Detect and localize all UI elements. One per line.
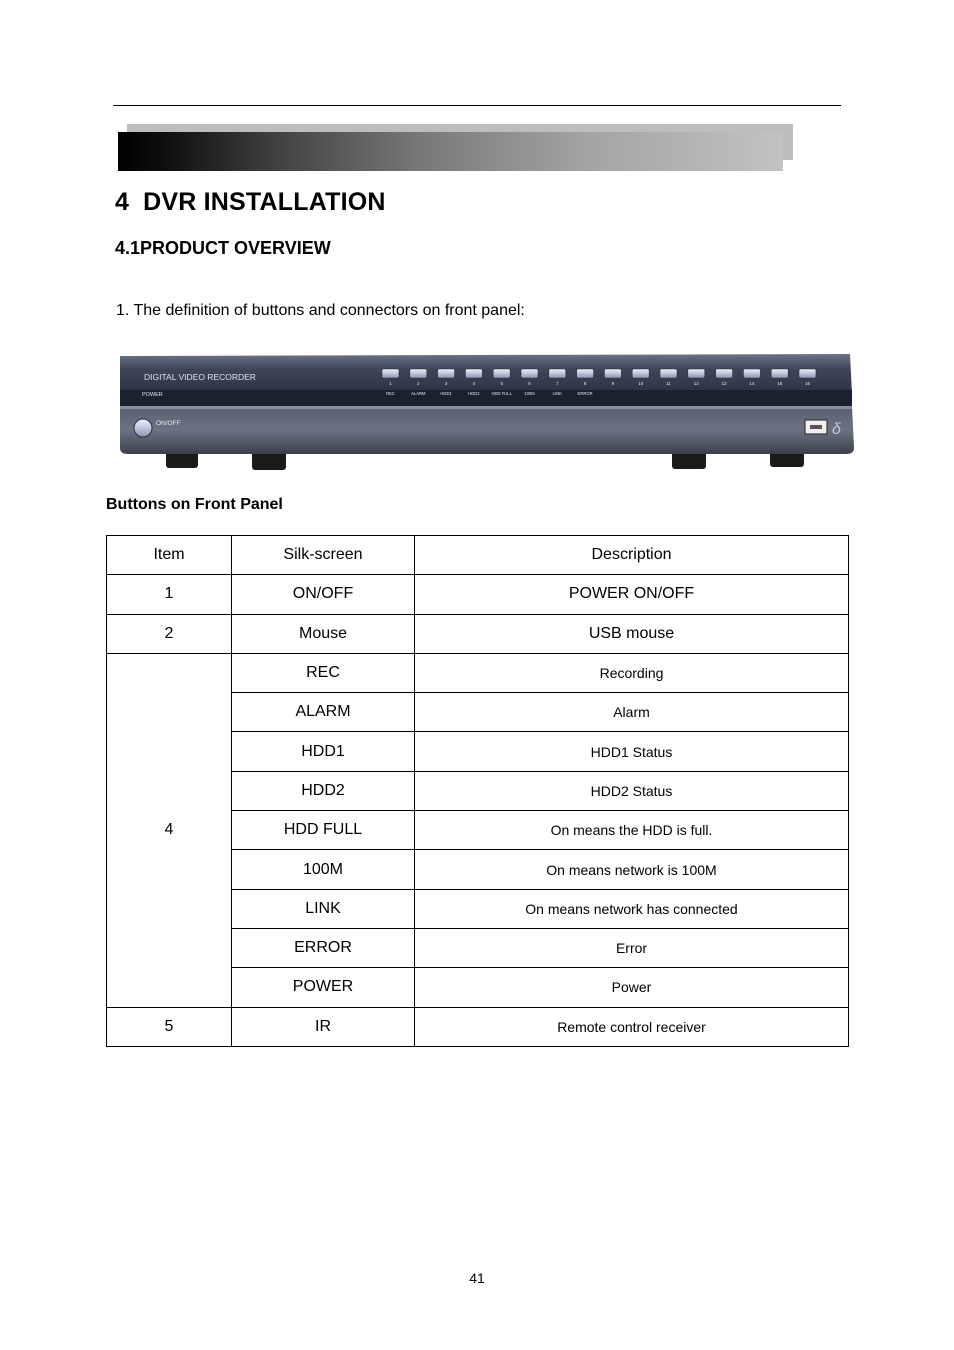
led-label: ALARM: [411, 391, 426, 396]
cell-silk-screen: IR: [232, 1007, 415, 1046]
cell-description: HDD1 Status: [415, 732, 849, 771]
cell-silk-screen: ON/OFF: [232, 575, 415, 614]
led-label: ERROR: [577, 391, 593, 396]
cell-description: HDD2 Status: [415, 771, 849, 810]
cell-silk-screen: LINK: [232, 889, 415, 928]
chapter-number: 4: [115, 188, 130, 216]
table-row: [107, 614, 849, 653]
channel-number-label: 14: [749, 381, 755, 386]
channel-button[interactable]: [743, 369, 760, 378]
channel-button[interactable]: [604, 369, 621, 378]
dvr-brand-label: DIGITAL VIDEO RECORDER: [144, 372, 256, 382]
channel-button[interactable]: [799, 369, 816, 378]
channel-button[interactable]: [660, 369, 677, 378]
header-rule: [113, 105, 841, 106]
channel-number-label: 15: [777, 381, 783, 386]
dvr-power-label: POWER: [142, 392, 163, 398]
channel-button[interactable]: [410, 369, 427, 378]
front-panel-table: [106, 535, 849, 1047]
cell-description: USB mouse: [415, 614, 849, 653]
channel-button[interactable]: [465, 369, 482, 378]
dvr-shelf: [120, 406, 852, 409]
table-row: [107, 575, 849, 614]
cell-description: On means network is 100M: [415, 850, 849, 889]
ir-receiver-symbol: δ: [832, 421, 841, 438]
cell-silk-screen: 100M: [232, 850, 415, 889]
cell-silk-screen: HDD1: [232, 732, 415, 771]
dvr-onoff-label: ON/OFF: [156, 420, 181, 427]
cell-item: 2: [107, 614, 232, 653]
channel-number-label: 9: [611, 381, 615, 386]
channel-number-label: 3: [444, 381, 448, 386]
cell-silk-screen: HDD FULL: [232, 811, 415, 850]
section-title: [115, 238, 331, 259]
power-button[interactable]: [134, 419, 152, 437]
channel-button[interactable]: [493, 369, 510, 378]
led-label: HDD2: [468, 391, 480, 396]
table-row: [107, 1007, 849, 1046]
cell-description: On means the HDD is full.: [415, 811, 849, 850]
channel-button[interactable]: [716, 369, 733, 378]
table-header-row: [107, 536, 849, 575]
channel-button[interactable]: [382, 369, 399, 378]
channel-button[interactable]: [632, 369, 649, 378]
cell-silk-screen: ALARM: [232, 693, 415, 732]
cell-item: 5: [107, 1007, 232, 1046]
led-label: 100M: [524, 391, 535, 396]
cell-silk-screen: Mouse: [232, 614, 415, 653]
channel-button[interactable]: [688, 369, 705, 378]
channel-number-label: 5: [500, 381, 503, 386]
dvr-lower-panel: [120, 406, 854, 454]
table-row: [107, 653, 849, 692]
chapter-title-text: DVR INSTALLATION: [143, 188, 386, 216]
cell-silk-screen: ERROR: [232, 928, 415, 967]
cell-description: Error: [415, 928, 849, 967]
header-description: Description: [415, 536, 849, 575]
intro-text: 1. The definition of buttons and connectors on front panel:: [116, 302, 525, 319]
channel-number-label: 1: [389, 381, 392, 386]
cell-description: Alarm: [415, 693, 849, 732]
chapter-title: [115, 188, 386, 217]
channel-number-label: 10: [638, 381, 644, 386]
section-number: 4.1: [115, 238, 141, 258]
channel-button[interactable]: [549, 369, 566, 378]
channel-number-label: 8: [583, 381, 587, 386]
header-item: Item: [107, 536, 232, 575]
channel-number-label: 2: [417, 381, 420, 386]
led-label: LINK: [552, 391, 562, 396]
cell-description: Recording: [415, 653, 849, 692]
channel-button[interactable]: [438, 369, 455, 378]
channel-button[interactable]: [521, 369, 538, 378]
header-silk-screen: Silk-screen: [232, 536, 415, 575]
channel-number-label: 13: [721, 381, 727, 386]
cell-description: Power: [415, 968, 849, 1007]
section-title-text: PRODUCT OVERVIEW: [140, 238, 331, 258]
chapter-banner: [118, 132, 783, 171]
cell-item: 1: [107, 575, 232, 614]
cell-silk-screen: REC: [232, 653, 415, 692]
cell-silk-screen: HDD2: [232, 771, 415, 810]
led-label: HDD1: [440, 391, 452, 396]
channel-number-label: 4: [472, 381, 476, 386]
channel-button[interactable]: [577, 369, 594, 378]
channel-number-label: 16: [804, 381, 811, 386]
page-number: 41: [469, 1270, 485, 1286]
channel-number-label: 7: [556, 381, 559, 386]
cell-item: 4: [107, 653, 232, 1007]
cell-description: On means network has connected: [415, 889, 849, 928]
channel-number-label: 12: [693, 381, 699, 386]
channel-number-label: 6: [528, 381, 531, 386]
cell-silk-screen: POWER: [232, 968, 415, 1007]
led-label: REC: [386, 391, 395, 396]
channel-number-label: 11: [666, 381, 671, 386]
dvr-front-panel-image: [114, 350, 856, 472]
dvr-strip: [120, 390, 852, 406]
channel-button[interactable]: [771, 369, 788, 378]
led-label: HDD FULL: [491, 391, 512, 396]
cell-description: POWER ON/OFF: [415, 575, 849, 614]
cell-description: Remote control receiver: [415, 1007, 849, 1046]
table-caption: Buttons on Front Panel: [106, 496, 283, 513]
